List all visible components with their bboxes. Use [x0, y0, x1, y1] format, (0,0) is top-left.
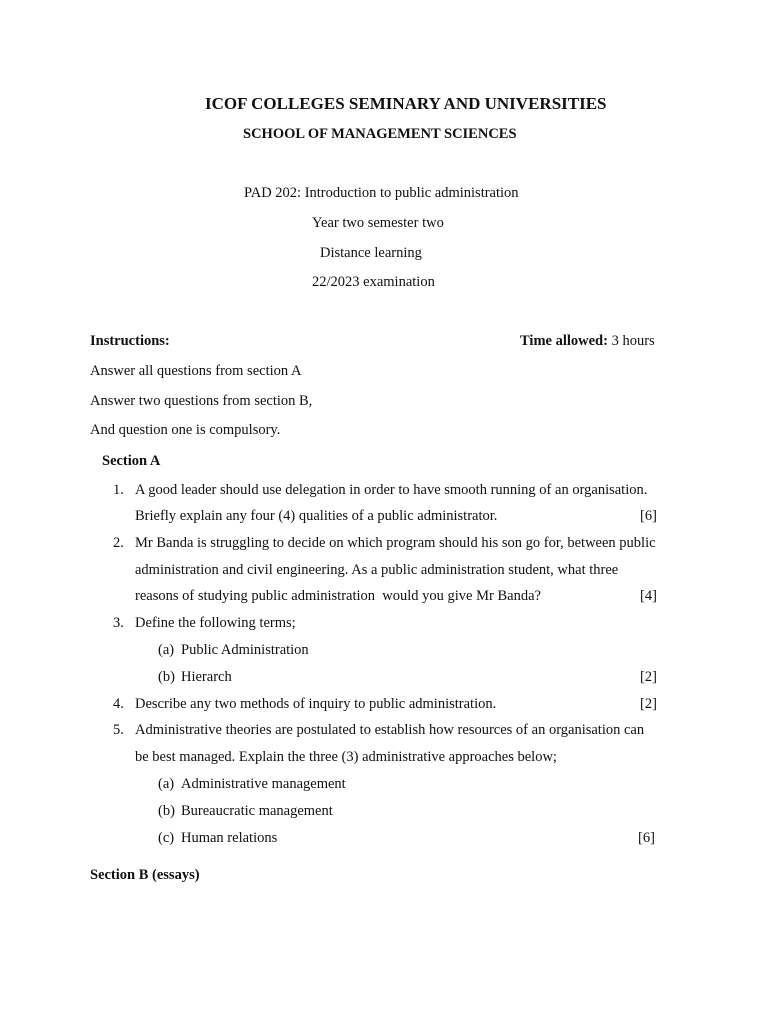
question-text: A good leader should use delegation in order to have smooth running of an organisation. [135, 482, 648, 498]
instruction-line: And question one is compulsory. [90, 422, 281, 438]
sub-item-label: (a) [158, 776, 175, 792]
question-text: Mr Banda is struggling to decide on which program should his son go for, between public [135, 535, 656, 551]
section-b-heading: Section B (essays) [90, 867, 200, 883]
question-marks: [2] [640, 696, 657, 712]
question-number: 1. [113, 482, 124, 498]
sub-item-label: (b) [158, 803, 175, 819]
sub-item-text: Public Administration [181, 642, 309, 658]
question-text: reasons of studying public administration would you give Mr Banda? [135, 588, 541, 604]
time-allowed-label: Time allowed: [520, 333, 608, 349]
question-marks: [4] [640, 588, 657, 604]
sub-item-label: (a) [158, 642, 175, 658]
question-marks: [6] [640, 508, 657, 524]
sub-item-text: Bureaucratic management [181, 803, 333, 819]
sub-item-text: Hierarch [181, 669, 232, 685]
question-text: administration and civil engineering. As a public administration student, what three [135, 562, 619, 578]
question-marks: [6] [638, 830, 655, 846]
institution-title: ICOF COLLEGES SEMINARY AND UNIVERSITIES [205, 94, 607, 113]
question-number: 3. [113, 615, 124, 631]
question-text: Describe any two methods of inquiry to public administration. [135, 696, 497, 712]
instruction-line: Answer all questions from section A [90, 363, 302, 379]
course-title: PAD 202: Introduction to public administration [244, 185, 519, 201]
sub-item-label: (c) [158, 830, 175, 846]
question-text: Define the following terms; [135, 615, 296, 631]
instructions-heading: Instructions: [90, 333, 170, 349]
question-text: Briefly explain any four (4) qualities of a public administrator. [135, 508, 498, 524]
question-number: 2. [113, 535, 124, 551]
sub-item-text: Human relations [181, 830, 278, 846]
year-line: Year two semester two [312, 215, 444, 231]
question-number: 4. [113, 696, 124, 712]
question-marks: [2] [640, 669, 657, 685]
instruction-line: Answer two questions from section B, [90, 393, 313, 409]
school-title: SCHOOL OF MANAGEMENT SCIENCES [243, 126, 517, 142]
time-allowed-value: 3 hours [611, 333, 655, 349]
question-number: 5. [113, 722, 124, 738]
time-allowed [520, 334, 655, 349]
question-text: be best managed. Explain the three (3) administrative approaches below; [135, 749, 557, 765]
mode-line: Distance learning [320, 245, 422, 261]
question-text: Administrative theories are postulated to establish how resources of an organisation can [135, 722, 645, 738]
sub-item-text: Administrative management [181, 776, 346, 792]
sub-item-label: (b) [158, 669, 175, 685]
section-a-heading: Section A [102, 453, 161, 469]
exam-line: 22/2023 examination [312, 274, 435, 290]
